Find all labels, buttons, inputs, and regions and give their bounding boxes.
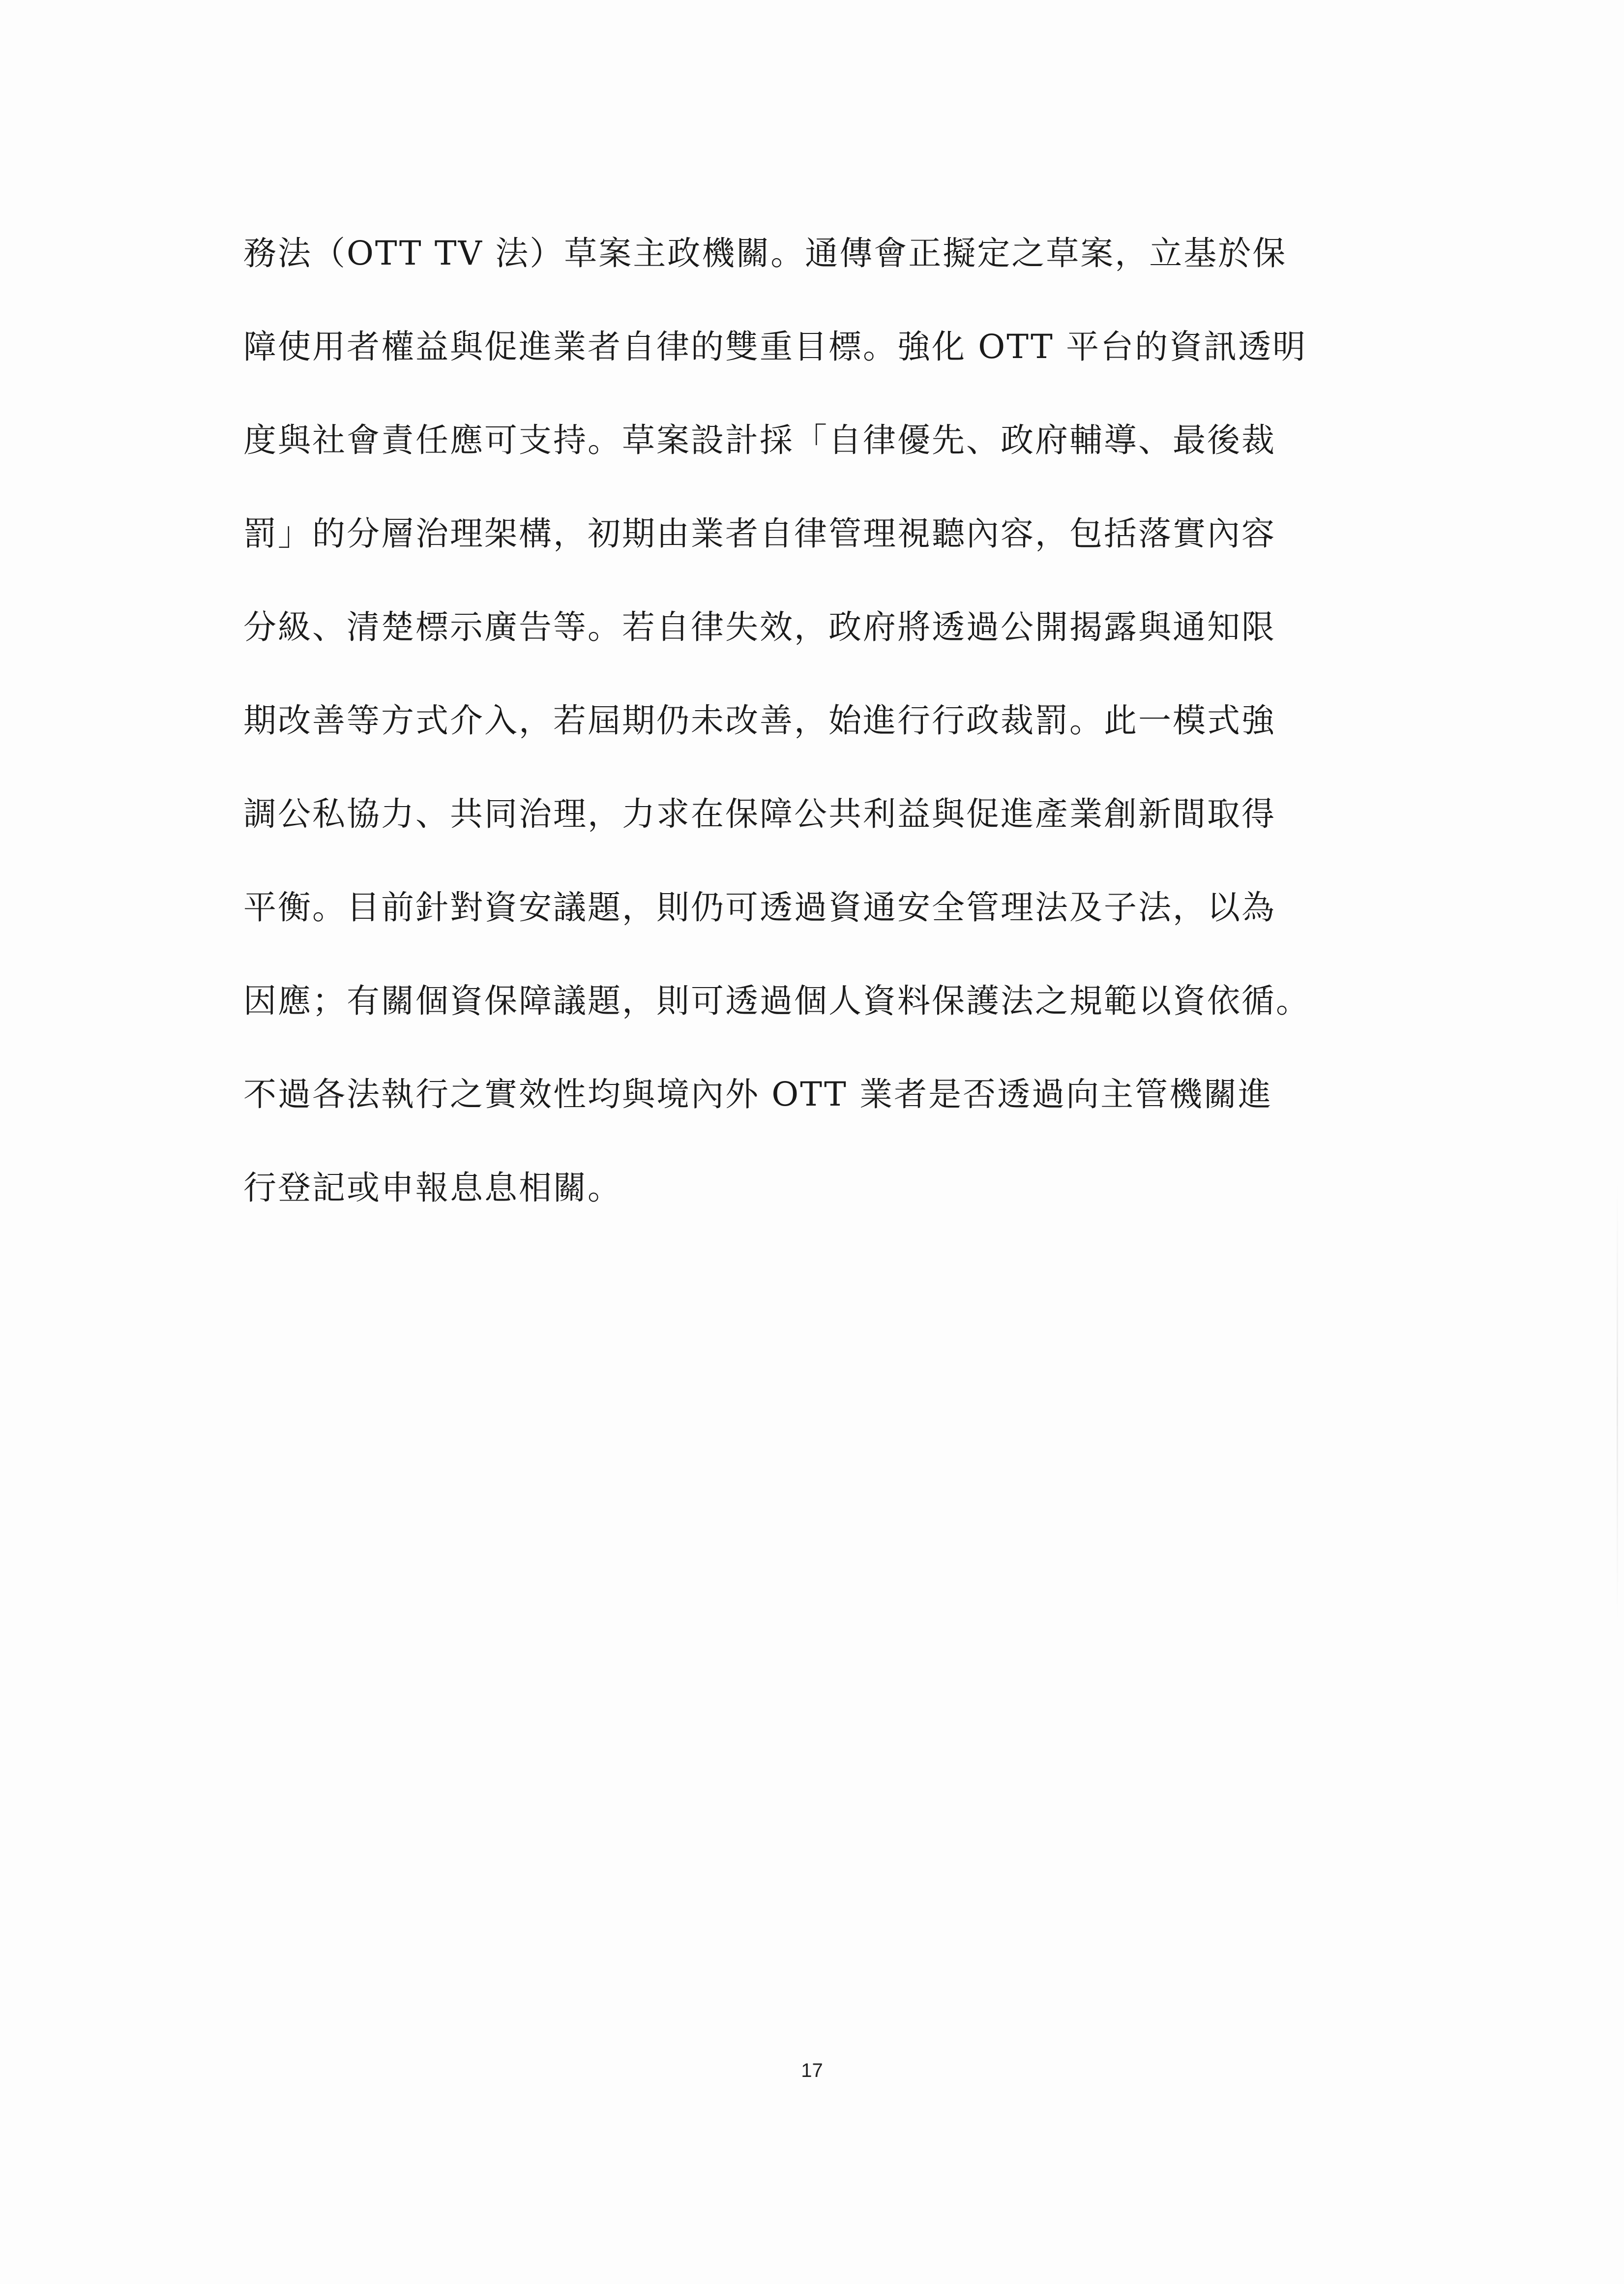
paragraph-line: 調公私協力、共同治理，力求在保障公共利益與促進產業創新間取得 xyxy=(243,795,1276,833)
paragraph-line: 度與社會責任應可支持。草案設計採「自律優先、政府輔導、最後裁 xyxy=(243,421,1276,459)
scan-edge-shadow xyxy=(1617,1180,1618,1623)
paragraph-line: 分級、清楚標示廣告等。若自律失效，政府將透過公開揭露與通知限 xyxy=(243,608,1276,646)
paragraph-line: 罰」的分層治理架構，初期由業者自律管理視聽內容，包括落實內容 xyxy=(243,514,1276,553)
paragraph-line: 障使用者權益與促進業者自律的雙重目標。強化 OTT 平台的資訊透明 xyxy=(243,328,1307,366)
body-paragraph xyxy=(243,207,1345,1234)
paragraph-line: 期改善等方式介入，若屆期仍未改善，始進行行政裁罰。此一模式強 xyxy=(243,701,1276,740)
paragraph-line: 務法（OTT TV 法）草案主政機關。通傳會正擬定之草案，立基於保 xyxy=(243,234,1287,272)
paragraph-line: 因應；有關個資保障議題，則可透過個人資料保護法之規範以資依循。 xyxy=(243,982,1310,1020)
paragraph-line: 平衡。目前針對資安議題，則仍可透過資通安全管理法及子法，以為 xyxy=(243,888,1276,927)
page-number: 17 xyxy=(801,2060,823,2081)
paragraph-line: 行登記或申報息息相關。 xyxy=(243,1169,622,1207)
paragraph-line: 不過各法執行之實效性均與境內外 OTT 業者是否透過向主管機關進 xyxy=(243,1075,1273,1113)
